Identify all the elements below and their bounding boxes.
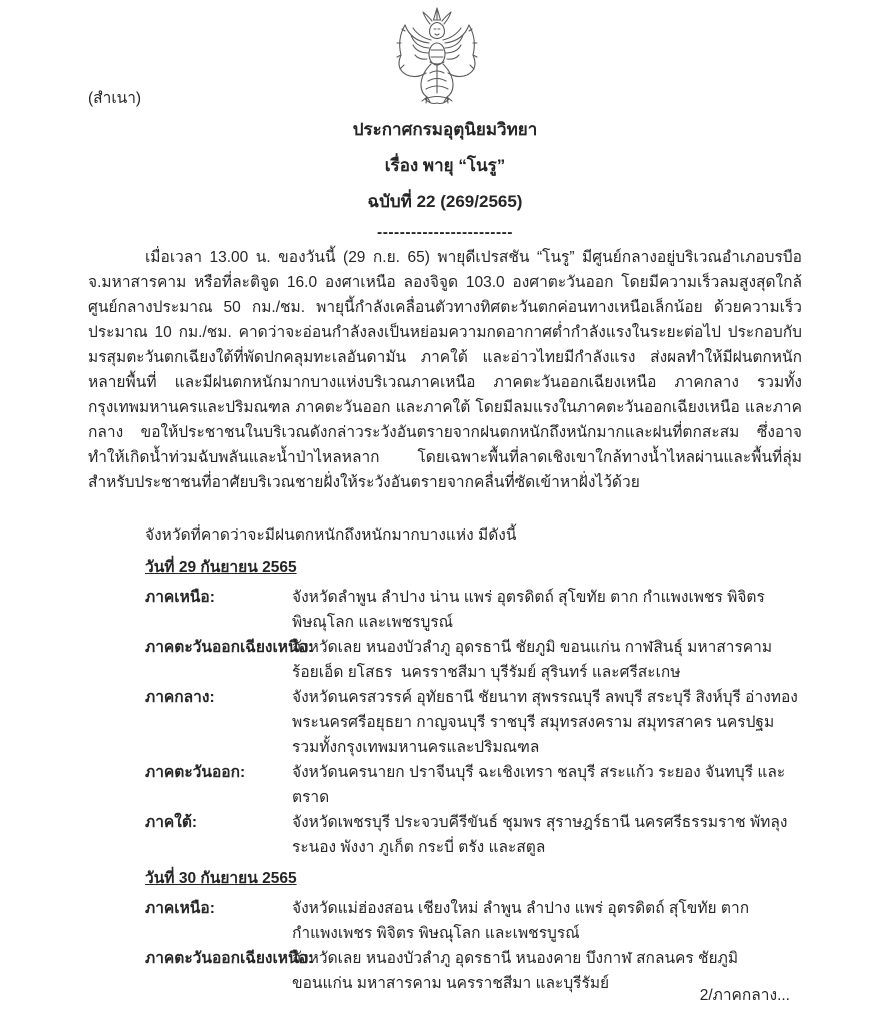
dashed-divider: ------------------------ (377, 224, 513, 241)
region-rows-30-sep (88, 896, 802, 996)
table-row (88, 760, 802, 810)
province-list: จังหวัดเลย หนองบัวลำภู อุดรธานี หนองคาย บึงกาฬ สกลนคร ชัยภูมิ ขอนแก่น มหาสารคาม นครราชสีมา และบุรีรัมย์ (292, 950, 743, 992)
document-body (88, 112, 802, 996)
region-label: ภาคตะวันออกเฉียงเหนือ: (145, 639, 314, 656)
region-label: ภาคตะวันออกเฉียงเหนือ: (145, 950, 314, 967)
province-list: จังหวัดเลย หนองบัวลำภู อุดรธานี ชัยภูมิ ขอนแก่น กาฬสินธุ์ มหาสารคาม ร้อยเอ็ด ยโสธร นครราชสีมา บุรีรัมย์ สุรินทร์ และศรีสะเกษ (292, 639, 777, 681)
forecast-intro-line: จังหวัดที่คาดว่าจะมีฝนตกหนักถึงหนักมากบางแห่ง มีดังนี้ (145, 527, 517, 544)
region-rows-29-sep (88, 585, 802, 860)
region-label: ภาคใต้: (145, 814, 198, 831)
copy-label: (สำเนา) (88, 90, 142, 107)
table-row (88, 685, 802, 760)
date-heading-30-sep: วันที่ 30 กันยายน 2565 (145, 870, 297, 887)
province-list: จังหวัดนครนายก ปราจีนบุรี ฉะเชิงเทรา ชลบุรี สระแก้ว ระยอง จันทบุรี และตราด (292, 764, 786, 806)
announcement-paragraph: เมื่อเวลา 13.00 น. ของวันนี้ (29 ก.ย. 65) พายุดีเปรสชัน “โนรู” มีศูนย์กลางอยู่บริเวณอำเภอบรบือ จ.มหาสารคาม หรือที่ละติจูด 16.0 องศาเหนือ ลองจิจูด 103.0 องศาตะวันออก โดยมีความเร็วลมสูงสุดใกล้ศูนย์กลางประมาณ 50 กม./ชม. พายุนี้กำลังเคลื่อนตัวทางทิศตะวันตกค่อนทางเหนือเล็กน้อย ด้วยความเร็วประมาณ 10 กม./ชม. คาดว่าจะอ่อนกำลังลงเป็นหย่อมความกดอากาศต่ำกำลังแรงในระยะต่อไป ประกอบกับมรสุมตะวันตกเฉียงใต้ที่พัดปกคลุมทะเลอันดามัน ภาคใต้ และอ่าวไทยมีกำลังแรง ส่งผลทำให้มีฝนตกหนักหลายพื้นที่ และมีฝนตกหนักมากบางแห่งบริเวณภาคเหนือ ภาคตะวันออกเฉียงเหนือ ภาคกลาง รวมทั้งกรุงเทพมหานครและปริมณฑล ภาคตะวันออก และภาคใต้ โดยมีลมแรงในภาคตะวันออกเฉียงเหนือ และภาคกลาง ขอให้ประชาชนในบริเวณดังกล่าวระวังอันตรายจากฝนตกหนักถึงหนักมากและฝนที่ตกสะสม ซึ่งอาจทำให้เกิดน้ำท่วมฉับพลันและน้ำป่าไหลหลาก โดยเฉพาะพื้นที่ลาดเชิงเขาใกล้ทางน้ำไหลผ่านและพื้นที่ลุ่ม สำหรับประชาชนที่อาศัยบริเวณชายฝั่งให้ระวังอันตรายจากคลื่นที่ซัดเข้าหาฝั่งไว้ด้วย (88, 249, 802, 491)
region-label: ภาคเหนือ: (145, 900, 215, 917)
page-continuation-marker: 2/ภาคกลาง... (699, 987, 790, 1004)
province-list: จังหวัดลำพูน ลำปาง น่าน แพร่ อุตรดิตถ์ สุโขทัย ตาก กำแพงเพชร พิจิตร พิษณุโลก และเพชรบูรณ์ (292, 589, 770, 631)
region-label: ภาคกลาง: (145, 689, 215, 706)
document-title-block (88, 112, 802, 220)
table-row (88, 946, 802, 996)
issue-number: ฉบับที่ 22 (269/2565) (367, 192, 523, 211)
garuda-emblem-icon (389, 5, 485, 105)
table-row (88, 585, 802, 635)
region-label: ภาคตะวันออก: (145, 764, 246, 781)
subject-line: เรื่อง พายุ “โนรู” (384, 156, 506, 175)
table-row (88, 810, 802, 860)
province-list: จังหวัดนครสวรรค์ อุทัยธานี ชัยนาท สุพรรณบุรี ลพบุรี สระบุรี สิงห์บุรี อ่างทอง พระนครศรีอยุธยา กาญจนบุรี ราชบุรี สมุทรสงคราม สมุทรสาคร นครปฐม รวมทั้งกรุงเทพมหานครและปริมณฑล (292, 689, 803, 756)
table-row (88, 635, 802, 685)
province-list: จังหวัดเพชรบุรี ประจวบคีรีขันธ์ ชุมพร สุราษฎร์ธานี นครศรีธรรมราช พัทลุง ระนอง พังงา ภูเก็ต กระบี่ ตรัง และสตูล (292, 814, 792, 856)
table-row (88, 896, 802, 946)
page-title: ประกาศกรมอุตุนิยมวิทยา (352, 120, 538, 139)
date-heading-29-sep: วันที่ 29 กันยายน 2565 (145, 559, 297, 576)
region-label: ภาคเหนือ: (145, 589, 215, 606)
province-list: จังหวัดแม่ฮ่องสอน เชียงใหม่ ลำพูน ลำปาง แพร่ อุตรดิตถ์ สุโขทัย ตาก กำแพงเพชร พิจิตร พิษณุโลก และเพชรบูรณ์ (292, 900, 754, 942)
